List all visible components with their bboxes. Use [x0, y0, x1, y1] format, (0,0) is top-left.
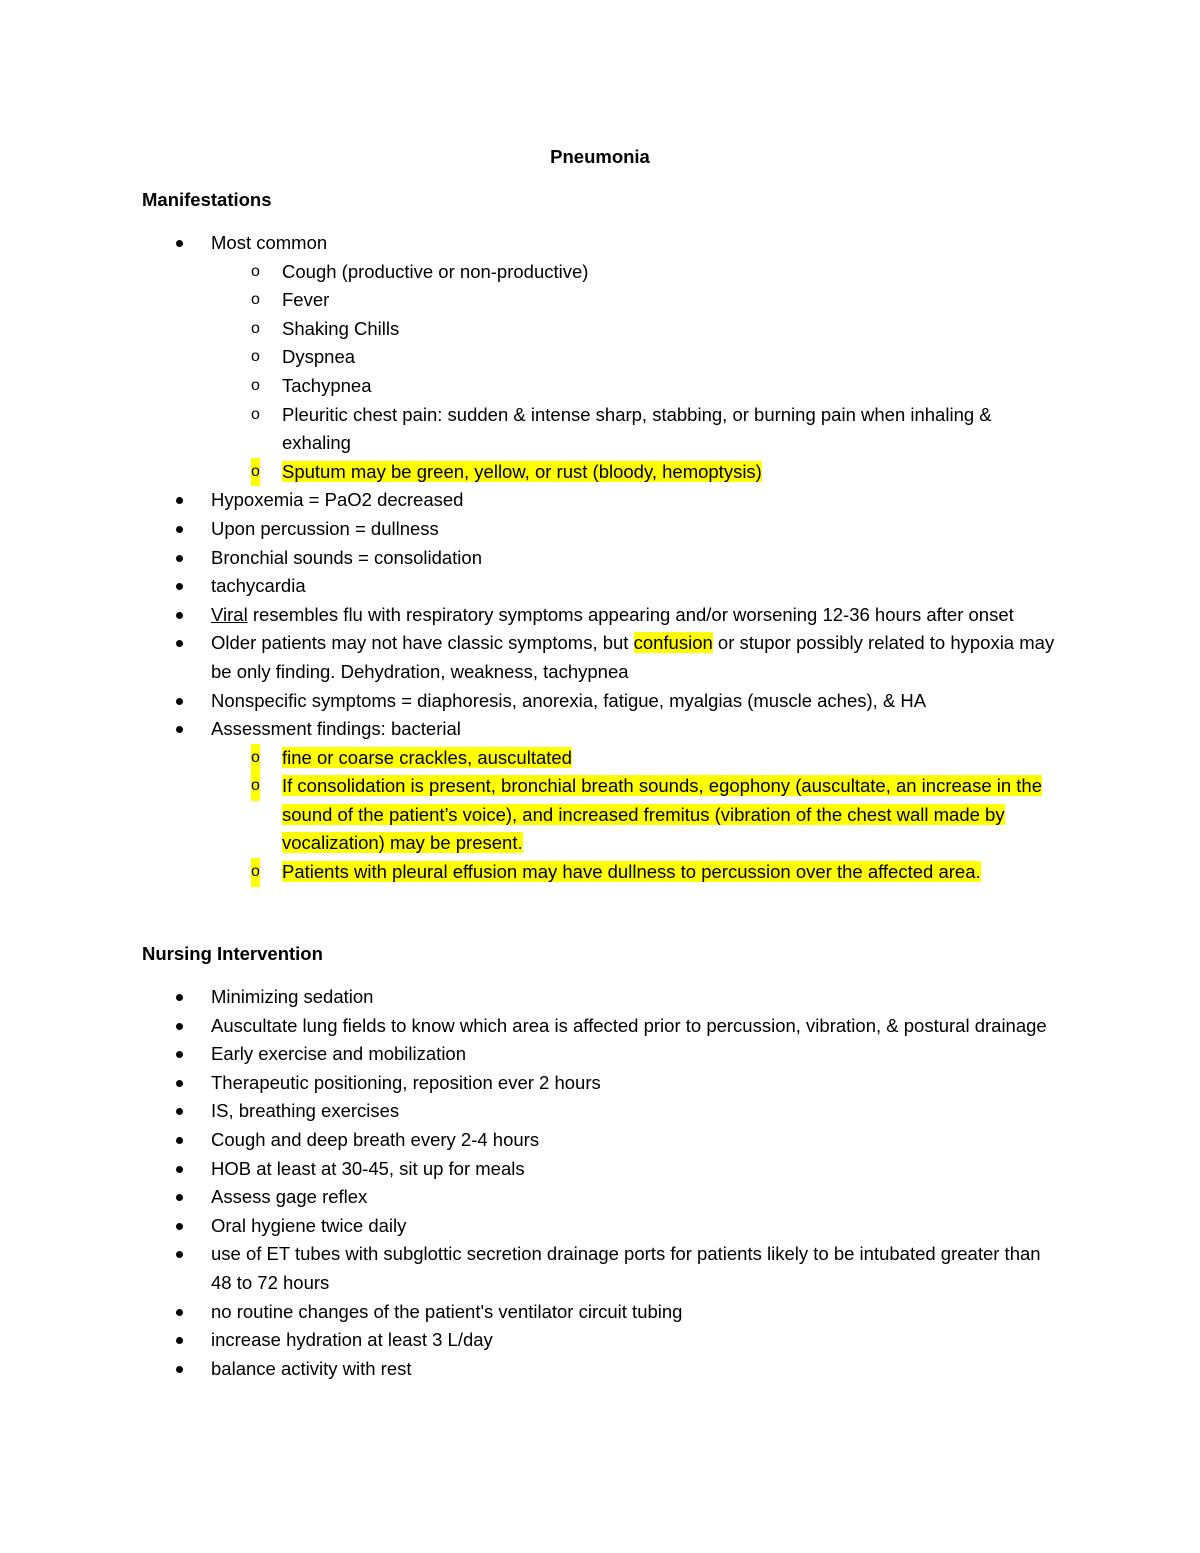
list-item: Early exercise and mobilization: [0, 1040, 1200, 1069]
nursing-intervention-heading: Nursing Intervention: [142, 943, 323, 964]
underlined-word: Viral: [211, 603, 248, 625]
list-item: no routine changes of the patient's ventilator circuit tubing: [0, 1298, 1200, 1327]
list-item: Therapeutic positioning, reposition ever 2 hours: [0, 1069, 1200, 1098]
sub-list-item: o Tachypnea: [0, 372, 1200, 401]
list-item: Auscultate lung fields to know which area is affected prior to percussion, vibration, & postural drainage: [0, 1012, 1200, 1041]
list-item: Minimizing sedation: [0, 983, 1200, 1012]
list-item: tachycardia: [0, 572, 1200, 601]
sub-list-item: o Shaking Chills: [0, 315, 1200, 344]
list-item: Assessment findings: bacterial: [0, 715, 1200, 744]
list-item: Oral hygiene twice daily: [0, 1212, 1200, 1241]
list-item: HOB at least at 30-45, sit up for meals: [0, 1155, 1200, 1184]
circle-bullet-icon: o: [251, 458, 260, 487]
list-item: Older patients may not have classic symptoms, but confusion or stupor possibly related to hypoxia may be only finding. Dehydration, weakness, tachypnea: [0, 629, 1200, 686]
list-item: IS, breathing exercises: [0, 1097, 1200, 1126]
list-item: use of ET tubes with subglottic secretion drainage ports for patients likely to be intubated greater than 48 to 72 hours: [0, 1240, 1200, 1297]
circle-bullet-icon: o: [251, 348, 260, 366]
list-item: Hypoxemia = PaO2 decreased: [0, 486, 1200, 515]
circle-bullet-icon: o: [251, 262, 260, 280]
list-item: balance activity with rest: [0, 1355, 1200, 1384]
circle-bullet-icon: o: [251, 319, 260, 337]
list-item: increase hydration at least 3 L/day: [0, 1326, 1200, 1355]
list-item: Viral resembles flu with respiratory symptoms appearing and/or worsening 12-36 hours after onset: [0, 601, 1200, 630]
nursing-intervention-list: [0, 983, 1200, 1383]
page-title: Pneumonia: [550, 146, 650, 167]
circle-bullet-icon: o: [251, 376, 260, 394]
list-item: Assess gage reflex: [0, 1183, 1200, 1212]
list-item: Bronchial sounds = consolidation: [0, 544, 1200, 573]
sub-list-item: o Fever: [0, 286, 1200, 315]
list-item: Upon percussion = dullness: [0, 515, 1200, 544]
circle-bullet-icon: o: [251, 405, 260, 423]
list-item: Most common: [0, 229, 1200, 258]
sub-list-item-highlighted: o Sputum may be green, yellow, or rust (bloody, hemoptysis): [0, 458, 1200, 487]
sub-list-item-highlighted: o fine or coarse crackles, auscultated: [0, 744, 1200, 773]
list-item: Cough and deep breath every 2-4 hours: [0, 1126, 1200, 1155]
circle-bullet-icon: o: [251, 744, 260, 773]
manifestations-heading: Manifestations: [142, 189, 272, 210]
sub-list-item: o Dyspnea: [0, 343, 1200, 372]
sub-list-item-highlighted: o If consolidation is present, bronchial breath sounds, egophony (auscultate, an increase in the sound of the patient’s voice), and increased fremitus (vibration of the chest wall made by vocalization) may be present.: [0, 772, 1200, 858]
list-item: Nonspecific symptoms = diaphoresis, anorexia, fatigue, myalgias (muscle aches), & HA: [0, 687, 1200, 716]
sub-list-item-highlighted: o Patients with pleural effusion may have dullness to percussion over the affected area.: [0, 858, 1200, 887]
sub-list-item: o Pleuritic chest pain: sudden & intense sharp, stabbing, or burning pain when inhaling & exhaling: [0, 401, 1200, 458]
highlighted-word: confusion: [633, 632, 713, 654]
manifestations-list: [0, 229, 1200, 887]
circle-bullet-icon: o: [251, 858, 260, 887]
circle-bullet-icon: o: [251, 772, 260, 801]
sub-list-item: o Cough (productive or non-productive): [0, 258, 1200, 287]
circle-bullet-icon: o: [251, 291, 260, 309]
